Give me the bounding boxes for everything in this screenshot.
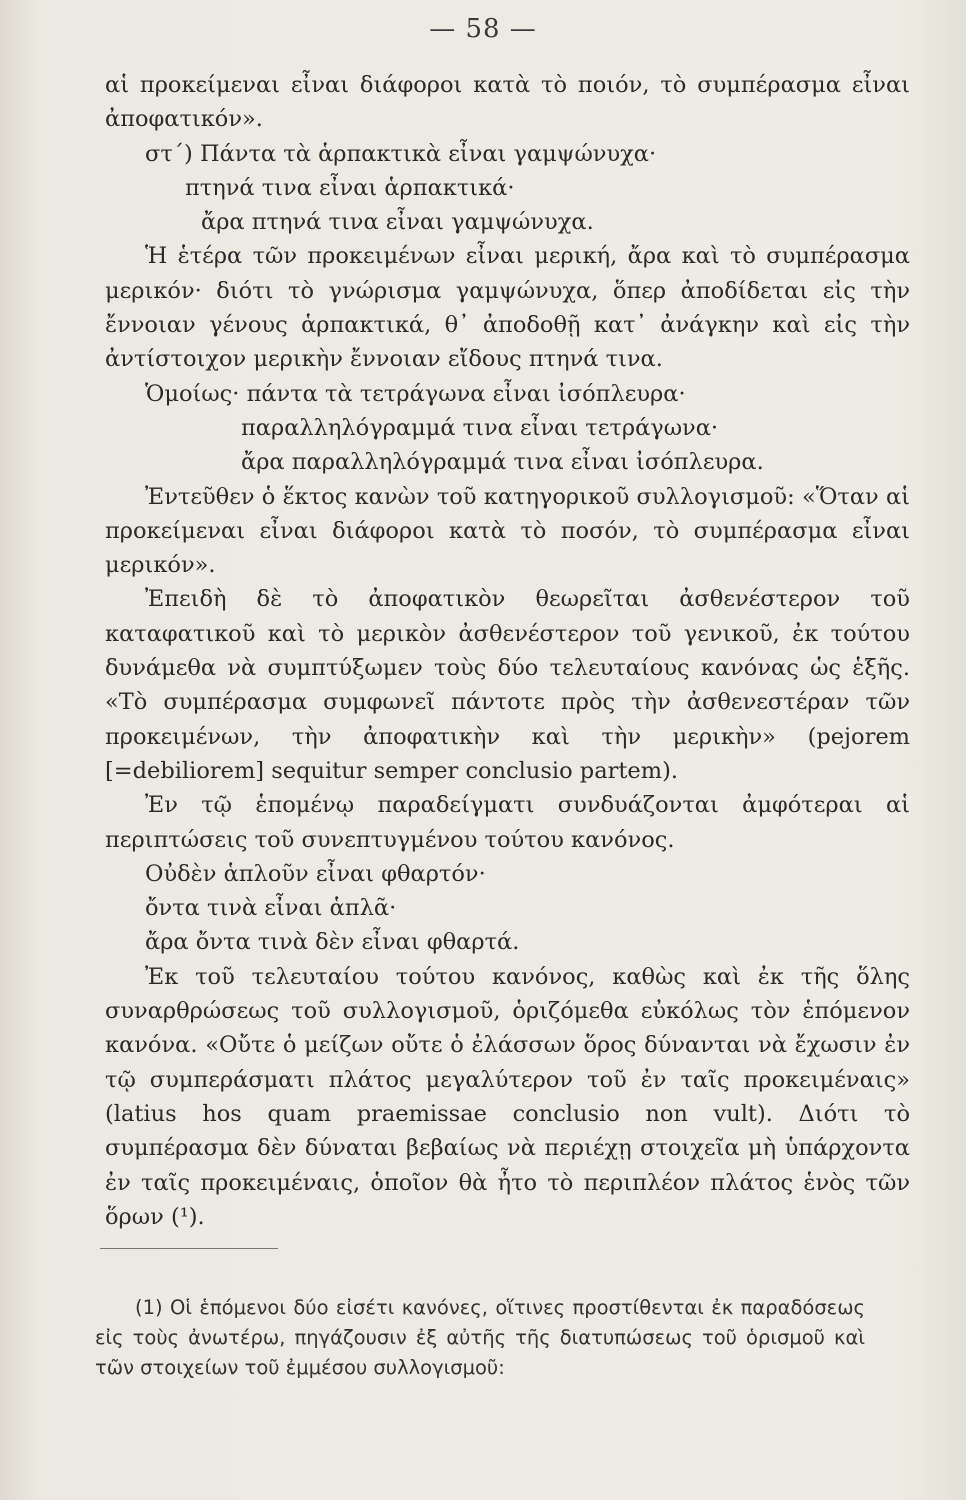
syllogism-2-conclusion: ἄρα παραλληλόγραμμά τινα εἶναι ἰσόπλευρα. xyxy=(241,449,764,476)
page-number: — 58 — xyxy=(429,14,537,44)
paragraph-combined-rule: Ἐπειδὴ δὲ τὸ ἀποφατικὸν θεωρεῖται ἀσθενέστερον τοῦ καταφατικοῦ καὶ τὸ μερικὸν ἀσθενέστερον τοῦ γενικοῦ, ἐκ τούτου δυνάμεθα νὰ συμπτύξωμεν τοὺς δύο τελευταίους κανόνας ὡς ἑξῆς. «Τὸ συμπέρασμα συμφωνεῖ πάντοτε πρὸς τὴν ἀσθενεστέραν τῶν προκειμένων, τὴν ἀποφατικὴν καὶ τὴν μερικὴν» (pejorem [=debiliorem] sequitur semper conclusio partem). xyxy=(105,586,910,784)
paragraph-explanation: Ἡ ἑτέρα τῶν προκειμένων εἶναι μερική, ἄρα καὶ τὸ συμπέρασμα μερικόν· διότι τὸ γνώρισμα γαμψώνυχα, ὅπερ ἀποδίδεται εἰς τὴν ἔννοιαν γένους ἁρπακτικά, θ᾽ ἀποδοθῇ κατ᾽ ἀνάγκην καὶ εἰς τὴν ἀντίστοιχον μερικὴν ἔννοιαν εἴδους πτηνά τινα. xyxy=(105,243,910,373)
syllogism-1-conclusion: ἄρα πτηνά τινα εἶναι γαμψώνυχα. xyxy=(201,209,594,236)
footnote-separator xyxy=(100,1248,278,1249)
paragraph-sixth-rule: Ἐντεῦθεν ὁ ἕκτος κανὼν τοῦ κατηγορικοῦ συλλογισμοῦ: «Ὅταν αἱ προκείμεναι εἶναι διάφοροι κατὰ τὸ ποσόν, τὸ συμπέρασμα εἶναι μερικόν». xyxy=(105,483,910,579)
footnote-text: (1) Οἱ ἑπόμενοι δύο εἰσέτι κανόνες, οἵτινες προστίθενται ἐκ παραδόσεως εἰς τοὺς ἀνωτέρω, πηγάζουσιν ἐξ αὐτῆς τῆς διατυπώσεως τοῦ ὁρισμοῦ καὶ τῶν στοιχείων τοῦ ἐμμέσου συλλογισμοῦ: xyxy=(95,1296,865,1379)
syllogism-3-conclusion: ἄρα ὄντα τινὰ δὲν εἶναι φθαρτά. xyxy=(145,929,520,956)
paragraph-example-intro: Ἐν τῷ ἑπομένῳ παραδείγματι συνδυάζονται ἀμφότεραι αἱ περιπτώσεις τοῦ συνεπτυγμένου τούτου κανόνος. xyxy=(105,792,910,853)
footnote xyxy=(95,1293,865,1383)
paragraph-continuation: αἱ προκείμεναι εἶναι διάφοροι κατὰ τὸ ποιόν, τὸ συμπέρασμα εἶναι ἀποφατικόν». xyxy=(105,72,910,133)
syllogism-1-major-premise: στ΄) Πάντα τὰ ἁρπακτικὰ εἶναι γαμψώνυχα· xyxy=(145,140,657,167)
syllogism-2-minor-premise: παραλληλόγραμμά τινα εἶναι τετράγωνα· xyxy=(241,414,719,441)
syllogism-1-minor-premise: πτηνά τινα εἶναι ἁρπακτικά· xyxy=(185,174,515,201)
main-text xyxy=(105,68,910,1234)
syllogism-2-major-premise: Ὁμοίως· πάντα τὰ τετράγωνα εἶναι ἰσόπλευρα· xyxy=(145,380,686,407)
paragraph-next-rule: Ἐκ τοῦ τελευταίου τούτου κανόνος, καθὼς καὶ ἐκ τῆς ὅλης συναρθρώσεως τοῦ συλλογισμοῦ, ὁριζόμεθα εὐκόλως τὸν ἑπόμενον κανόνα. «Οὔτε ὁ μείζων οὔτε ὁ ἐλάσσων ὅρος δύνανται νὰ ἔχωσιν ἐν τῷ συμπεράσματι πλάτος μεγαλύτερον τοῦ ἐν ταῖς προκειμέναις» (latius hos quam praemissae conclusio non vult). Διότι τὸ συμπέρασμα δὲν δύναται βεβαίως νὰ περιέχῃ στοιχεῖα μὴ ὑπάρχοντα ἐν ταῖς προκειμέναις, ὁποῖον θὰ ἦτο τὸ περιπλέον πλάτος ἑνὸς τῶν ὅρων (¹). xyxy=(105,963,910,1230)
syllogism-3-major-premise: Οὐδὲν ἁπλοῦν εἶναι φθαρτόν· xyxy=(145,860,486,887)
syllogism-3-minor-premise: ὄντα τινὰ εἶναι ἁπλᾶ· xyxy=(145,895,397,922)
